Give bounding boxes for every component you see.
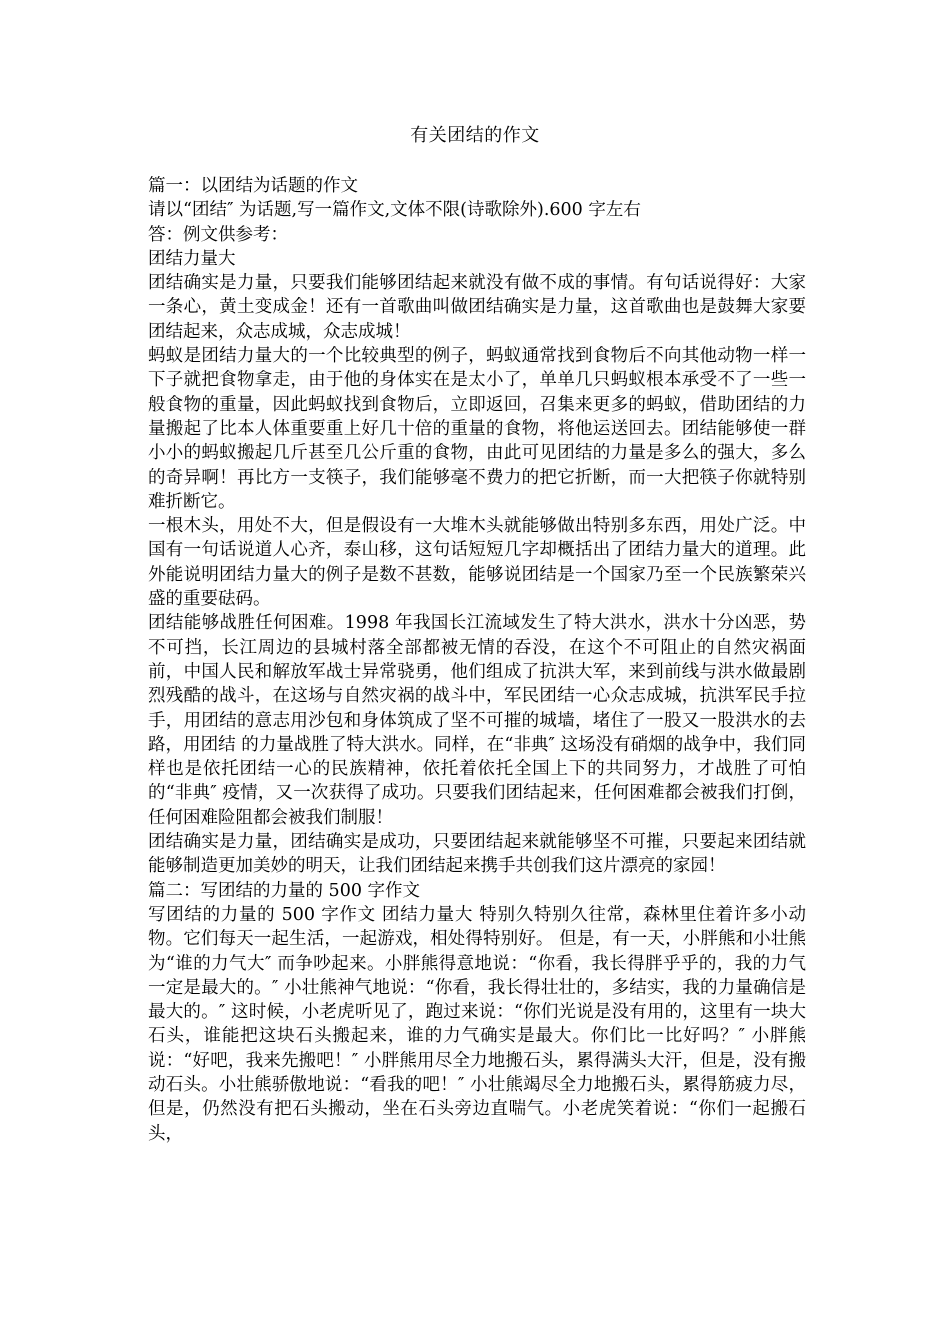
body-paragraph: 一根木头，用处不大，但是假设有一大堆木头就能够做出特别多东西，用处广泛。中国有一句话说道人心齐，泰山移，这句话短短几字却概括出了团结力量大的道理。此外能说明团结力量大的例子是数不甚数，能够说团结是一个国家乃至一个民族繁荣兴盛的重要砝码。 xyxy=(148,516,806,610)
body-paragraph: 写团结的力量的 500 字作文 团结力量大 特别久特别久往常，森林里住着许多小动物。它们每天一起生活，一起游戏，相处得特别好。 但是，有一天，小胖熊和小壮熊为“谁的力气大″ 而争吵起来。小胖熊得意地说：“你看，我长得胖乎乎的，我的力气一定是最大的。″ 小壮熊神气地说：“你看，我长得壮壮的，多结实，我的力量确信是最大的。″ 这时候，小老虎听见了，跑过来说：“你们光说是没有用的，这里有一块大石头，谁能把这块石头搬起来，谁的力气确实是最大。你们比一比好吗？″ 小胖熊说：“好吧，我来先搬吧！″ 小胖熊用尽全力地搬石头，累得满头大汗，但是，没有搬动石头。小壮熊骄傲地说：“看我的吧！″ 小壮熊竭尽全力地搬石头，累得筋疲力尽，但是，仍然没有把石头搬动，坐在石头旁边直喘气。小老虎笑着说：“你们一起搬石头， xyxy=(148,904,806,1144)
heading-part-two: 篇二：写团结的力量的 500 字作文 xyxy=(148,880,421,901)
document-title: 有关团结的作文 xyxy=(410,125,540,146)
document-body xyxy=(148,174,806,1146)
prompt-line: 请以“团结″ 为话题,写一篇作文,文体不限(诗歌除外).600 字左右 xyxy=(148,200,641,221)
body-paragraph: 团结能够战胜任何困难。1998 年我国长江流域发生了特大洪水，洪水十分凶恶，势不可挡，长江周边的县城村落全部都被无情的吞没，在这个不可阻止的自然灾祸面前，中国人民和解放军战士异常骁勇，他们组成了抗洪大军，来到前线与洪水做最剧烈残酷的战斗，在这场与自然灾祸的战斗中，军民团结一心众志成城，抗洪军民手拉手，用团结的意志用沙包和身体筑成了坚不可摧的城墙，堵住了一股又一股洪水的去路，用团结 的力量战胜了特大洪水。同样，在“非典″ 这场没有硝烟的战争中，我们同样也是依托团结一心的民族精神，依托着依托全国上下的共同努力，才战胜了可怕的“非典″ 疫情，又一次获得了成功。只要我们团结起来，任何困难都会被我们打倒，任何困难险阻都会被我们制服！ xyxy=(148,613,806,828)
answer-intro: 答：例文供参考： xyxy=(148,224,288,245)
body-paragraph: 蚂蚁是团结力量大的一个比较典型的例子，蚂蚁通常找到食物后不向其他动物一样一下子就把食物拿走，由于他的身体实在是太小了，单单几只蚂蚁根本承受不了一些一般食物的重量，因此蚂蚁找到食物后，立即返回，召集来更多的蚂蚁，借助团结的力量搬起了比本人体重要重上好几十倍的重量的食物，将他运送回去。团结能够使一群小小的蚂蚁搬起几斤甚至几公斤重的食物，由此可见团结的力量是多么的强大，多么的奇异啊！再比方一支筷子，我们能够毫不费力的把它折断，而一大把筷子你就特别难折断它。 xyxy=(148,346,806,512)
body-paragraph: 团结确实是力量，团结确实是成功，只要团结起来就能够坚不可摧，只要起来团结就能够制造更加美妙的明天，让我们团结起来携手共创我们这片漂亮的家园！ xyxy=(148,832,806,877)
heading-part-one: 篇一：以团结为话题的作文 xyxy=(148,176,358,196)
essay-title: 团结力量大 xyxy=(148,248,236,269)
body-paragraph: 团结确实是力量，只要我们能够团结起来就没有做不成的事情。有句话说得好：大家一条心，黄土变成金！还有一首歌曲叫做团结确实是力量，这首歌曲也是鼓舞大家要团结起来，众志成城，众志成城！ xyxy=(148,273,806,342)
